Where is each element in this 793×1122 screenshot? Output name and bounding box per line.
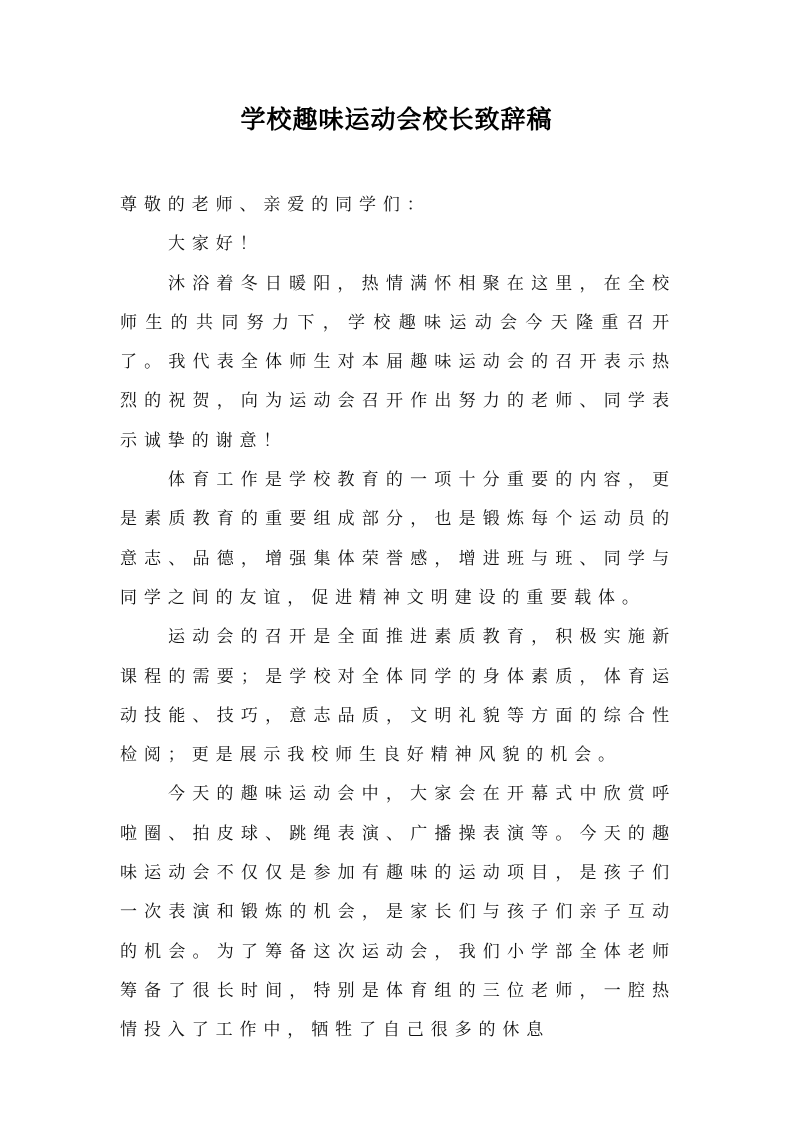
paragraph: 运动会的召开是全面推进素质教育，积极实施新课程的需要；是学校对全体同学的身体素质，体育运动技能、技巧，意志品质，文明礼貌等方面的综合性检阅；更是展示我校师生良好精神风貌的机会。 [120,627,676,766]
paragraph: 沐浴着冬日暖阳，热情满怀相聚在这里，在全校师生的共同努力下，学校趣味运动会今天隆重召开了。我代表全体师生对本届趣味运动会的召开表示热烈的祝贺，向为运动会召开作出努力的老师、同学表示诚挚的谢意！ [120,273,676,451]
salutation: 尊敬的老师、亲爱的同学们： [120,195,431,215]
paragraph: 体育工作是学校教育的一项十分重要的内容，更是素质教育的重要组成部分，也是锻炼每个运动员的意志、品德，增强集体荣誉感，增进班与班、同学与同学之间的友谊，促进精神文明建设的重要载体。 [120,470,676,608]
paragraph-greeting: 大家好！ [168,234,264,255]
document-title: 学校趣味运动会校长致辞稿 [240,105,553,134]
paragraph: 今天的趣味运动会中，大家会在开幕式中欣赏呼啦圈、拍皮球、跳绳表演、广播操表演等。今天的趣味运动会不仅仅是参加有趣味的运动项目，是孩子们一次表演和锻炼的机会，是家长们与孩子们亲子互动的机会。为了筹备这次运动会，我们小学部全体老师筹备了很长时间，特别是体育组的三位老师，一腔热情投入了工作中，牺牲了自己很多的休息 [120,784,676,1041]
document-body [120,186,676,1051]
